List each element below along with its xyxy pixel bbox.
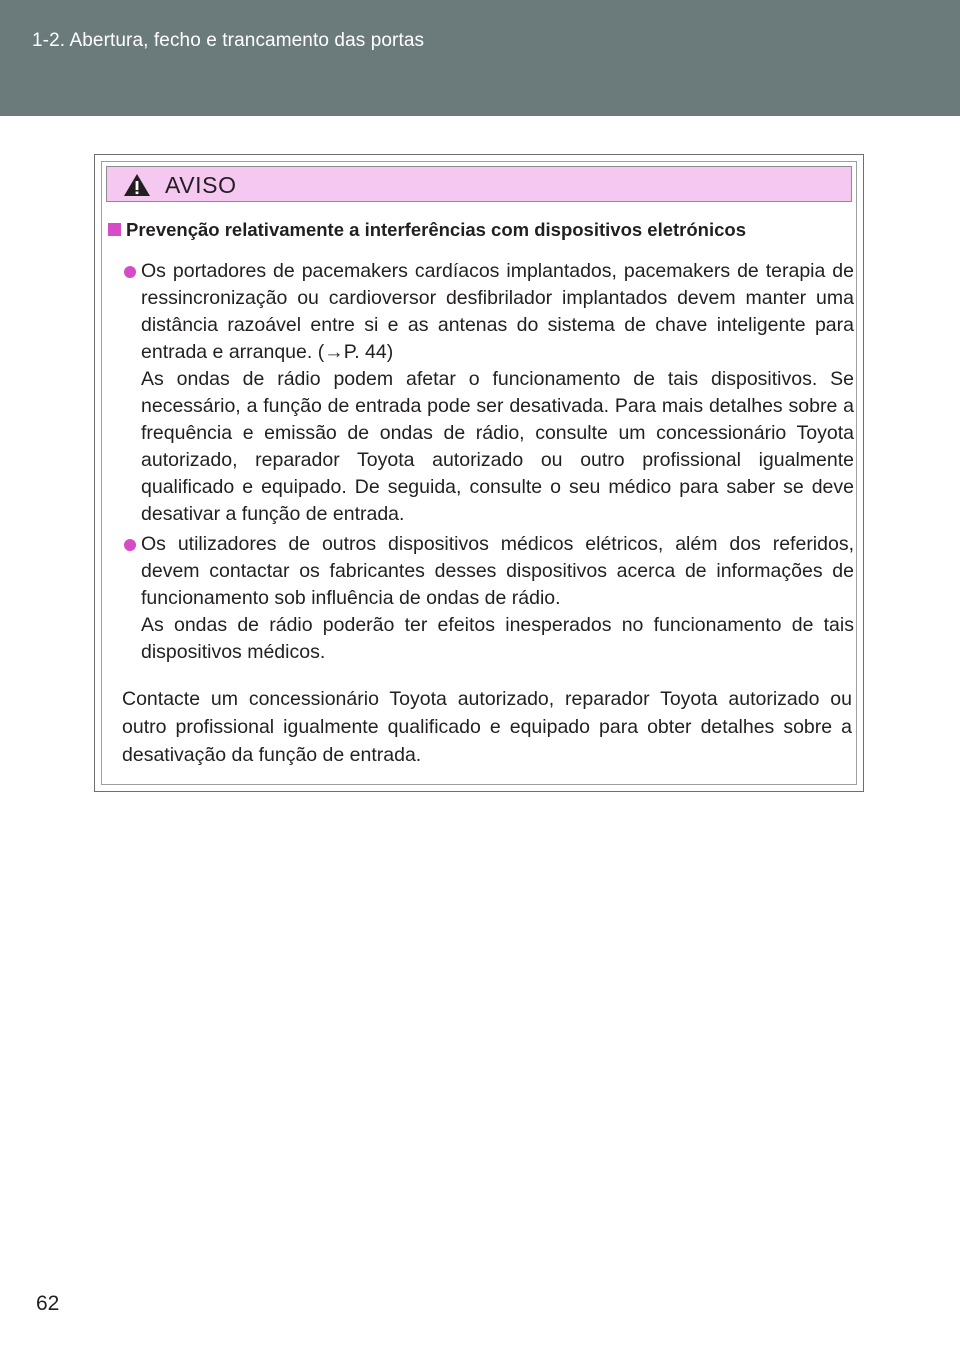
bullet-paragraph: As ondas de rádio podem afetar o funcionamento de tais dispositivos. Se necessário, a função de entrada pode ser desativada. Para mais detalhes sobre a frequência e emissão de ondas de rádio, consulte um concessionário Toyota autorizado, reparador Toyota autorizado ou outro profissional igualmente qualificado e equipado. De seguida, consulte o seu médico para saber se deve desativar a função de entrada.	[141, 368, 854, 525]
bullet-dot-icon	[124, 539, 136, 551]
square-marker-icon	[108, 223, 121, 236]
bullet-paragraph: Os portadores de pacemakers cardíacos implantados, pacemakers de terapia de ressincronização ou cardioversor desfibrilador implantados devem manter uma distância razoável entre si e as antenas do sistema de chave inteligente para entrada e arranque. (→P. 44)	[141, 260, 854, 363]
bullet-dot-icon	[124, 266, 136, 278]
section-heading-text: Prevenção relativamente a interferências com dispositivos eletrónicos	[126, 219, 747, 240]
warning-inner-frame	[101, 161, 857, 785]
warning-box	[94, 154, 864, 792]
closing-paragraph: Contacte um concessionário Toyota autorizado, reparador Toyota autorizado ou outro profissional igualmente qualificado e equipado para obter detalhes sobre a desativação da função de entrada.	[122, 688, 852, 766]
bullet-item	[124, 258, 854, 528]
warning-triangle-icon	[123, 173, 151, 197]
bullet-paragraph: Os utilizadores de outros dispositivos médicos elétricos, além dos referidos, devem contactar os fabricantes desses dispositivos acerca de informações de funcionamento sob influência de ondas de rádio.	[141, 533, 854, 609]
warning-title: AVISO	[165, 172, 237, 198]
warning-header	[106, 166, 852, 202]
bullet-item	[124, 531, 854, 666]
header-band	[0, 0, 960, 116]
section-title: 1-2. Abertura, fecho e trancamento das portas	[32, 30, 425, 51]
bullet-paragraph: As ondas de rádio poderão ter efeitos inesperados no funcionamento de tais dispositivos médicos.	[141, 614, 854, 663]
section-heading	[108, 219, 746, 241]
page-number: 62	[36, 1292, 60, 1315]
